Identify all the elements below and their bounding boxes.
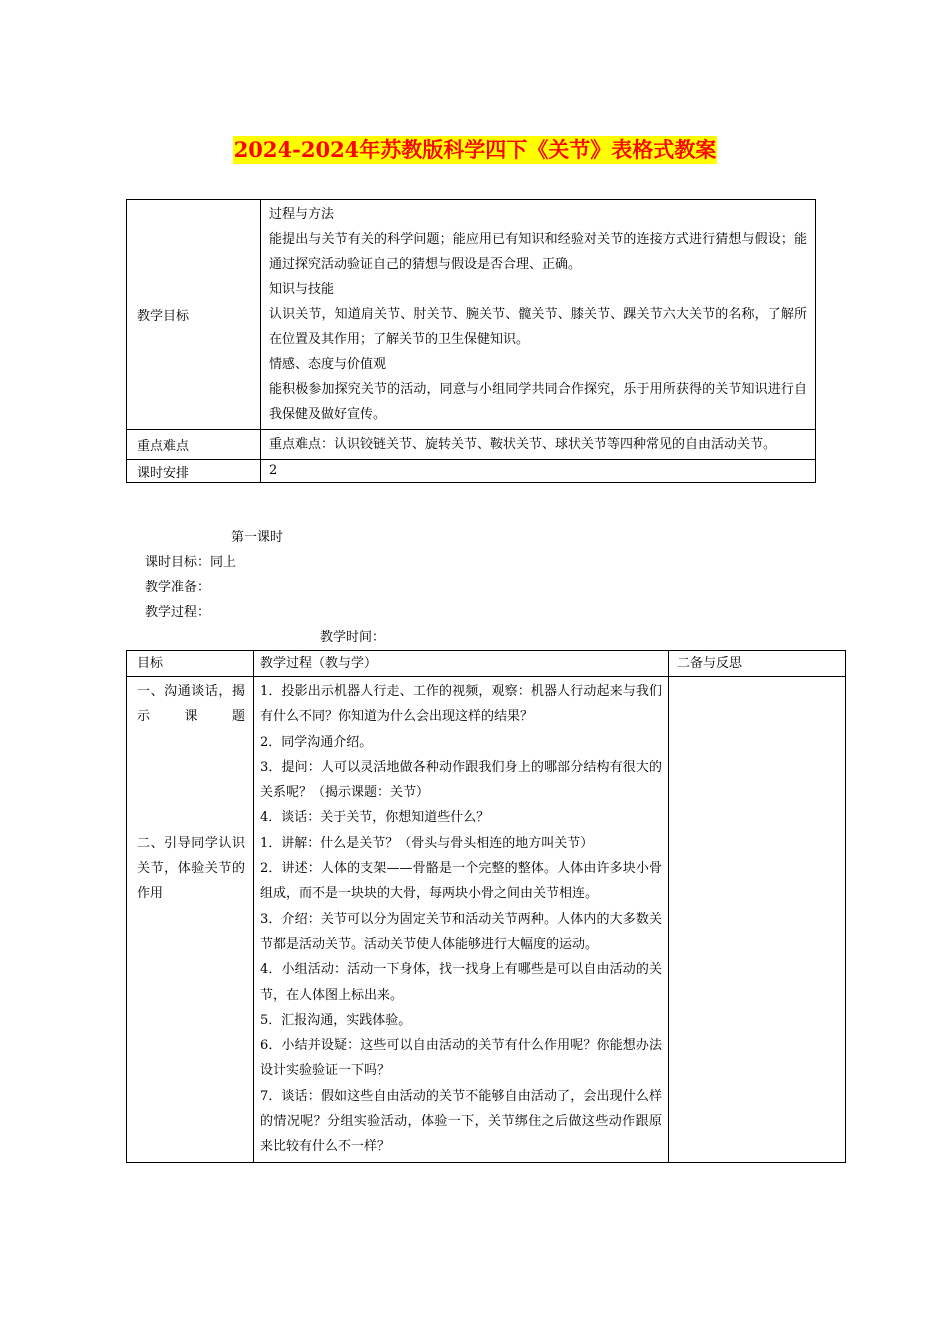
header-process: 教学过程（教与学） [254, 651, 669, 677]
step-1-1: 1．投影出示机器人行走、工作的视频，观察：机器人行动起来与我们有什么不同？你知道为什么会出现这样的结果？ [260, 684, 662, 725]
step-2-7: 7．谈话：假如这些自由活动的关节不能够自由活动了，会出现什么样的情况呢？分组实验活动，体验一下，关节绑住之后做这些动作跟原来比较有什么不一样？ [260, 1088, 662, 1155]
header-goal: 目标 [127, 651, 254, 677]
title-wrap [0, 136, 950, 164]
step-2-3: 3．介绍：关节可以分为固定关节和活动关节两种。人体内的大多数关节都是活动关节。活动关节使人体能够进行大幅度的运动。 [260, 911, 662, 952]
goal-knowledge-text: 认识关节，知道肩关节、肘关节、腕关节、髋关节、膝关节、踝关节六大关节的名称，了解所在位置及其作用；了解关节的卫生保健知识。 [269, 307, 807, 347]
goals-label: 教学目标 [127, 200, 261, 430]
process-header-row [127, 651, 846, 677]
info-table [126, 199, 816, 483]
process-table [126, 650, 846, 1163]
lesson-goal: 课时目标：同上 [145, 555, 237, 570]
lesson-process: 教学过程： [145, 605, 211, 620]
goals-row [127, 200, 816, 430]
key-text: 重点难点：认识铰链关节、旋转关节、鞍状关节、球状关节等四种常见的自由活动关节。 [261, 430, 816, 460]
step-2-2: 2．讲述：人体的支架——骨骼是一个完整的整体。人体由许多块小骨组成，而不是一块块的大骨，每两块小骨之间由关节相连。 [260, 861, 662, 902]
hours-value: 2 [261, 460, 816, 483]
process-body-row [127, 677, 846, 1163]
lesson-prep: 教学准备： [145, 580, 211, 595]
step-2-6: 6．小结并设疑：这些可以自由活动的关节有什么作用呢？你能想办法设计实验验证一下吗？ [260, 1038, 662, 1079]
step-1-3: 3．提问：人可以灵活地做各种动作跟我们身上的哪部分结构有很大的关系呢？（揭示课题：关节） [260, 759, 662, 801]
step-2-1: 1．讲解：什么是关节？（骨头与骨头相连的地方叫关节） [260, 835, 594, 851]
header-reflection: 二备与反思 [669, 651, 846, 677]
goal-process-text: 能提出与关节有关的科学问题；能应用已有知识和经验对关节的连接方式进行猜想与假设；能通过探究活动验证自己的猜想与假设是否合理、正确。 [269, 232, 807, 272]
lesson-time: 教学时间： [320, 630, 386, 645]
stage-1: 一、沟通谈话，揭示课题 [137, 684, 245, 725]
hours-label: 课时安排 [127, 460, 261, 483]
reflection-column [669, 677, 846, 1163]
key-row [127, 430, 816, 460]
step-1-2: 2．同学沟通介绍。 [260, 734, 373, 750]
goal-heading-emotion: 情感、态度与价值观 [269, 357, 387, 372]
hours-row [127, 460, 816, 483]
stage-column [127, 677, 254, 1163]
stage-2: 二、引导同学认识关节，体验关节的作用 [137, 835, 245, 902]
lesson-heading: 第一课时 [231, 530, 284, 545]
step-2-5: 5．汇报沟通，实践体验。 [260, 1012, 412, 1028]
goal-heading-process: 过程与方法 [269, 207, 335, 222]
goal-heading-knowledge: 知识与技能 [269, 282, 335, 297]
step-1-4: 4．谈话：关于关节，你想知道些什么？ [260, 810, 490, 826]
page-title: 2024-2024年苏教版科学四下《关节》表格式教案 [233, 137, 717, 162]
goal-emotion-text: 能积极参加探究关节的活动，同意与小组同学共同合作探究，乐于用所获得的关节知识进行自我保健及做好宣传。 [269, 382, 807, 422]
goals-cell [261, 200, 816, 430]
steps-column [254, 677, 669, 1163]
step-2-4: 4．小组活动：活动一下身体，找一找身上有哪些是可以自由活动的关节，在人体图上标出来。 [260, 962, 662, 1003]
key-label: 重点难点 [127, 430, 261, 460]
